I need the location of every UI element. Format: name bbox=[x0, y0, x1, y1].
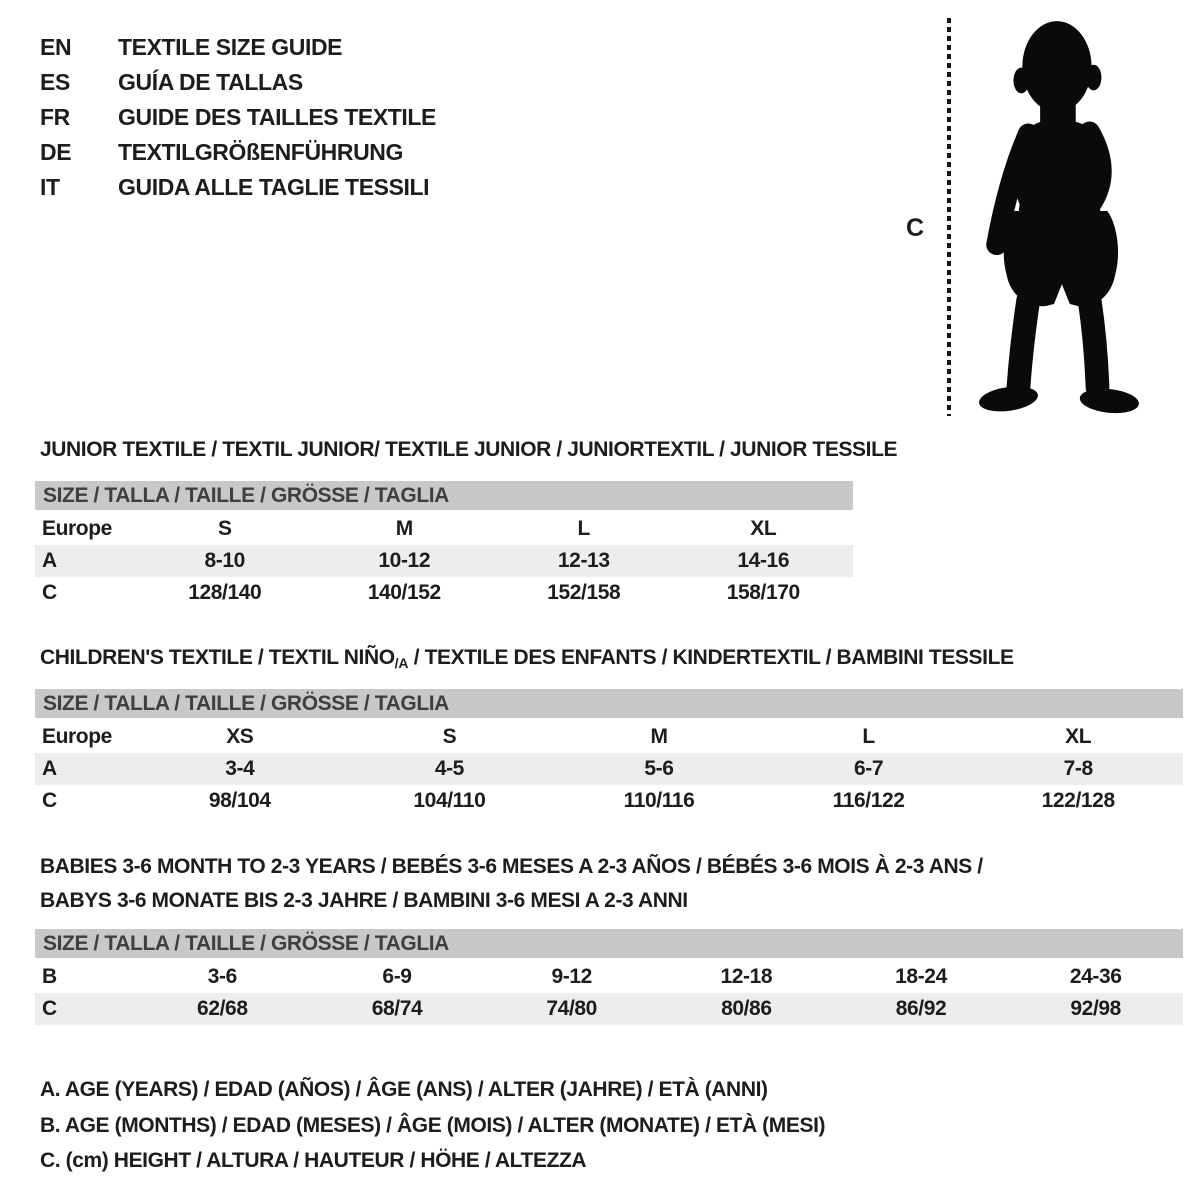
language-row bbox=[40, 170, 436, 205]
table-cell: 98/104 bbox=[208, 789, 271, 812]
table-cell: 9-12 bbox=[551, 965, 592, 988]
table-cell: 18-24 bbox=[895, 965, 947, 988]
table-cell: 158/170 bbox=[726, 581, 800, 604]
row-values bbox=[135, 993, 1183, 1025]
table-cell: 3-6 bbox=[207, 965, 237, 988]
row-values bbox=[135, 753, 1183, 785]
table-cell: 62/68 bbox=[197, 997, 248, 1020]
language-title: GUIDE DES TAILLES TEXTILE bbox=[118, 104, 436, 130]
row-label: C bbox=[42, 789, 57, 812]
table-row bbox=[35, 577, 853, 609]
language-title: TEXTILGRÖßENFÜHRUNG bbox=[118, 139, 403, 165]
row-values bbox=[135, 961, 1183, 993]
row-label: C bbox=[42, 997, 57, 1020]
language-row bbox=[40, 100, 436, 135]
table-cell: 110/116 bbox=[623, 789, 695, 812]
language-title: TEXTILE SIZE GUIDE bbox=[118, 34, 343, 60]
table-cell: 7-8 bbox=[1063, 757, 1093, 780]
babies-section-title bbox=[40, 850, 983, 918]
table-cell: 116/122 bbox=[832, 789, 905, 812]
table-cell: 12-13 bbox=[557, 549, 610, 572]
babies-size-bar: SIZE / TALLA / TAILLE / GRÖSSE / TAGLIA bbox=[35, 929, 1183, 958]
table-cell: 4-5 bbox=[434, 757, 464, 780]
column-header: XS bbox=[226, 725, 254, 748]
table-cell: 5-6 bbox=[644, 757, 674, 780]
table-cell: 12-18 bbox=[720, 965, 773, 988]
table-row bbox=[35, 961, 1183, 993]
babies-title-line1: BABIES 3-6 MONTH TO 2-3 YEARS / BEBÉS 3-6 MESES A 2-3 AÑOS / BÉBÉS 3-6 MOIS À 2-3 ANS / bbox=[40, 855, 983, 878]
column-header: S bbox=[217, 517, 232, 540]
row-label: A bbox=[42, 757, 57, 780]
children-title-subscript: /A bbox=[394, 655, 409, 671]
junior-table-rows bbox=[35, 545, 853, 609]
junior-table-header-row bbox=[35, 513, 853, 545]
row-values bbox=[135, 545, 853, 577]
legend-line-b: B. AGE (MONTHS) / EDAD (MESES) / ÂGE (MOIS) / ALTER (MONATE) / ETÀ (MESI) bbox=[40, 1113, 826, 1137]
column-header: XL bbox=[1065, 725, 1092, 748]
babies-table-rows bbox=[35, 961, 1183, 1025]
table-cell: 8-10 bbox=[204, 549, 245, 572]
row-values bbox=[135, 577, 853, 609]
table-cell: 6-9 bbox=[382, 965, 412, 988]
column-header: L bbox=[862, 725, 875, 748]
column-header: S bbox=[442, 725, 457, 748]
children-table-rows bbox=[35, 753, 1183, 817]
row-label: A bbox=[42, 549, 57, 572]
children-section-title bbox=[40, 646, 1014, 671]
table-cell: 152/158 bbox=[547, 581, 621, 604]
children-title-post: / TEXTILE DES ENFANTS / KINDERTEXTIL / BAMBINI TESSILE bbox=[408, 646, 1014, 669]
column-header: M bbox=[395, 517, 413, 540]
children-title-pre: CHILDREN'S TEXTILE / TEXTIL NIÑO bbox=[40, 646, 395, 669]
language-code: FR bbox=[40, 104, 70, 130]
table-row bbox=[35, 993, 1183, 1025]
row-label: B bbox=[42, 965, 57, 988]
legend-line-c: C. (cm) HEIGHT / ALTURA / HAUTEUR / HÖHE / ALTEZZA bbox=[40, 1149, 587, 1172]
junior-size-table bbox=[35, 481, 853, 609]
children-table-header-row bbox=[35, 721, 1183, 753]
height-measure-label: C bbox=[906, 214, 924, 242]
table-cell: 104/110 bbox=[413, 789, 486, 812]
language-title: GUIDA ALLE TAGLIE TESSILI bbox=[118, 174, 430, 200]
baby-silhouette-icon bbox=[963, 14, 1141, 417]
babies-size-table bbox=[35, 929, 1183, 1025]
table-row bbox=[35, 753, 1183, 785]
language-code: EN bbox=[40, 34, 72, 60]
babies-title-line2: BABYS 3-6 MONATE BIS 2-3 JAHRE / BAMBINI 3-6 MESI A 2-3 ANNI bbox=[40, 889, 688, 912]
table-cell: 140/152 bbox=[367, 581, 441, 604]
table-cell: 14-16 bbox=[737, 549, 790, 572]
row-values bbox=[135, 785, 1183, 817]
column-header: M bbox=[650, 725, 668, 748]
language-code: DE bbox=[40, 139, 72, 165]
column-header: XL bbox=[750, 517, 777, 540]
column-header: Europe bbox=[42, 517, 112, 540]
language-code: ES bbox=[40, 69, 70, 95]
legend bbox=[40, 1072, 825, 1179]
table-cell: 92/98 bbox=[1070, 997, 1121, 1020]
table-cell: 10-12 bbox=[378, 549, 431, 572]
table-cell: 86/92 bbox=[895, 997, 947, 1020]
height-measure-dashed-line bbox=[947, 18, 951, 416]
column-header: L bbox=[577, 517, 590, 540]
junior-section-title: JUNIOR TEXTILE / TEXTIL JUNIOR/ TEXTILE JUNIOR / JUNIORTEXTIL / JUNIOR TESSILE bbox=[40, 438, 898, 461]
table-cell: 24-36 bbox=[1069, 965, 1122, 988]
language-row bbox=[40, 30, 436, 65]
table-row bbox=[35, 785, 1183, 817]
table-cell: 122/128 bbox=[1041, 789, 1115, 812]
table-cell: 80/86 bbox=[721, 997, 772, 1020]
table-row bbox=[35, 545, 853, 577]
column-header: Europe bbox=[42, 725, 112, 748]
table-cell: 74/80 bbox=[546, 997, 597, 1020]
language-title: GUÍA DE TALLAS bbox=[118, 69, 303, 95]
children-size-bar: SIZE / TALLA / TAILLE / GRÖSSE / TAGLIA bbox=[35, 689, 1183, 718]
table-cell: 68/74 bbox=[371, 997, 423, 1020]
junior-size-bar: SIZE / TALLA / TAILLE / GRÖSSE / TAGLIA bbox=[35, 481, 853, 510]
language-code: IT bbox=[40, 174, 60, 200]
table-cell: 128/140 bbox=[188, 581, 262, 604]
legend-line-a: A. AGE (YEARS) / EDAD (AÑOS) / ÂGE (ANS) / ALTER (JAHRE) / ETÀ (ANNI) bbox=[40, 1078, 768, 1101]
row-label: C bbox=[42, 581, 57, 604]
children-size-table bbox=[35, 689, 1183, 817]
language-row bbox=[40, 135, 436, 170]
language-row bbox=[40, 65, 436, 100]
language-title-list bbox=[40, 30, 436, 205]
table-cell: 3-4 bbox=[225, 757, 255, 780]
table-cell: 6-7 bbox=[854, 757, 884, 780]
